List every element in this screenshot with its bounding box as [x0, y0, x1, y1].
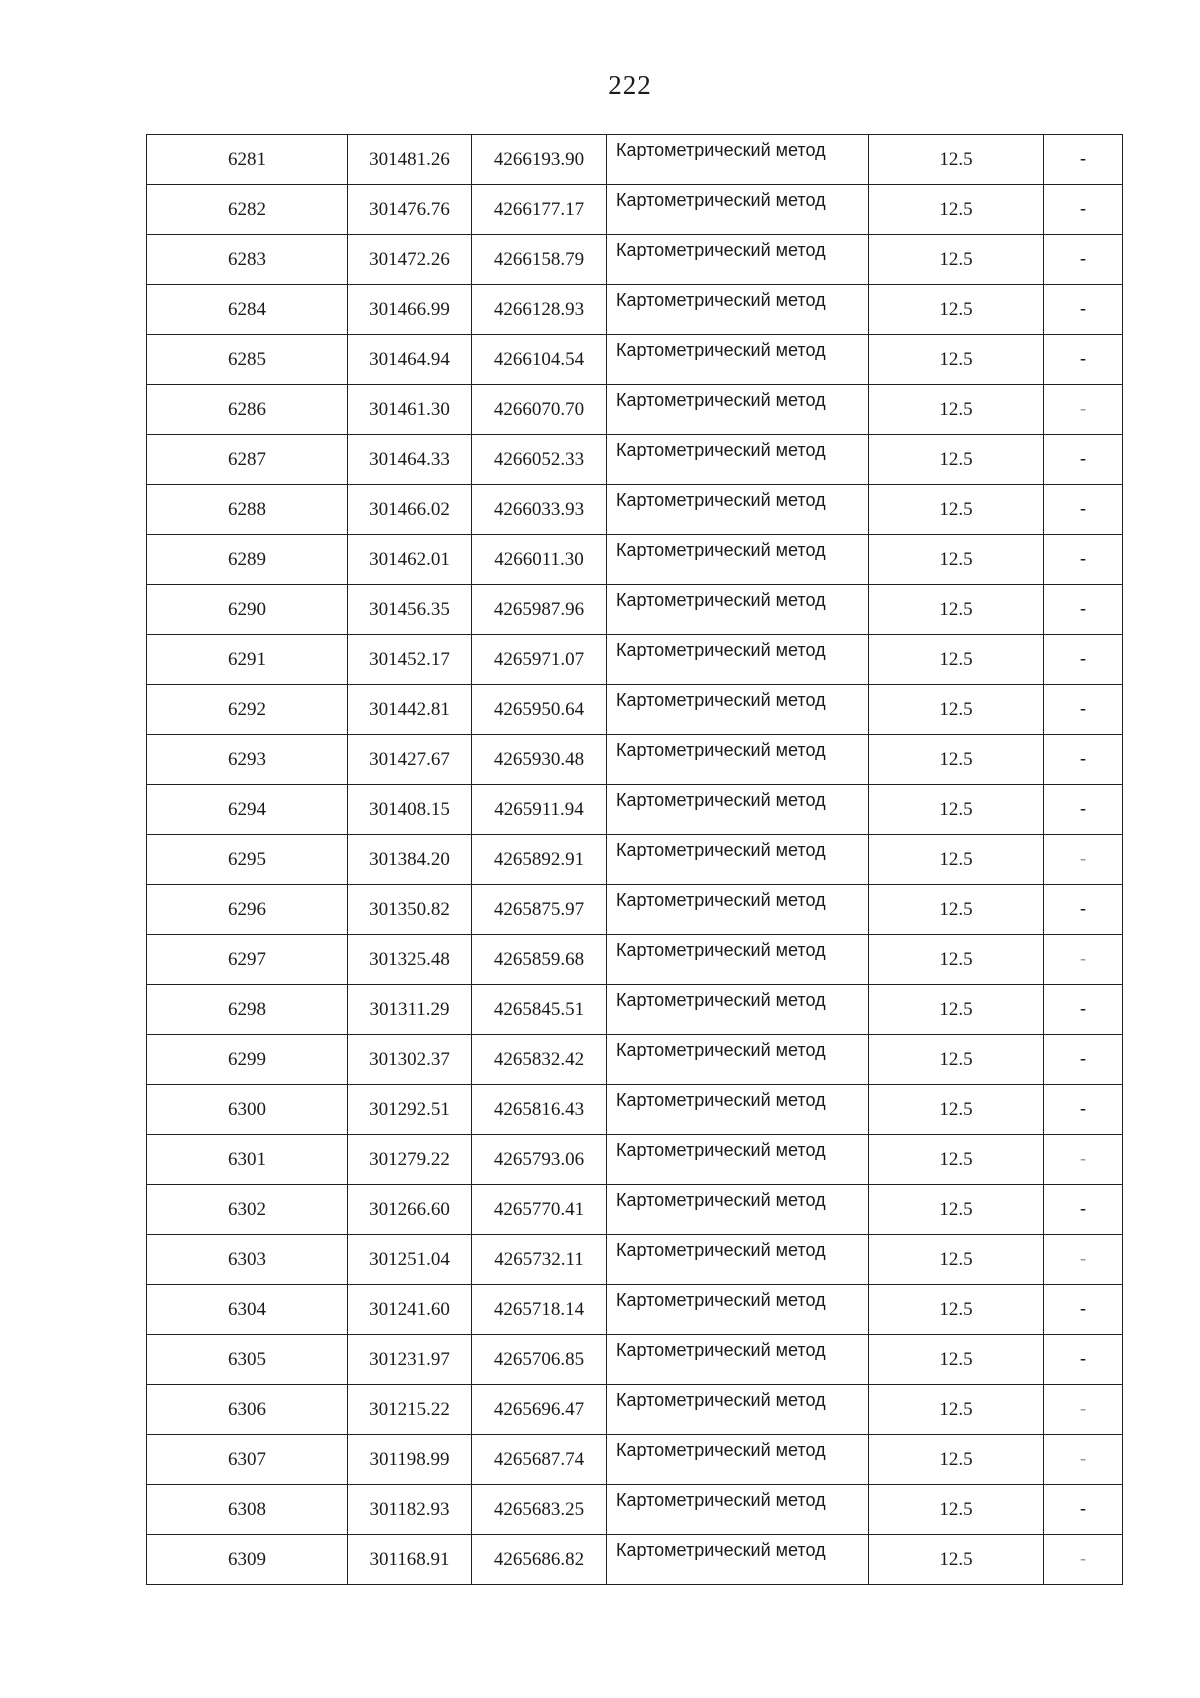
- note-cell: -: [1044, 585, 1123, 635]
- method-cell: Картометрический метод: [607, 835, 869, 885]
- table-row: [147, 685, 1123, 735]
- y-coordinate-cell: 4266104.54: [472, 335, 607, 385]
- y-coordinate-cell: 4265971.07: [472, 635, 607, 685]
- accuracy-cell: 12.5: [869, 735, 1044, 785]
- method-cell: Картометрический метод: [607, 1235, 869, 1285]
- note-cell: -: [1044, 1535, 1123, 1585]
- table-row: [147, 1135, 1123, 1185]
- x-coordinate-cell: 301350.82: [348, 885, 472, 935]
- y-coordinate-cell: 4265816.43: [472, 1085, 607, 1135]
- note-cell: -: [1044, 835, 1123, 885]
- y-coordinate-cell: 4266070.70: [472, 385, 607, 435]
- table-row: [147, 435, 1123, 485]
- x-coordinate-cell: 301476.76: [348, 185, 472, 235]
- x-coordinate-cell: 301266.60: [348, 1185, 472, 1235]
- table-row: [147, 1385, 1123, 1435]
- point-number-cell: 6290: [147, 585, 348, 635]
- accuracy-cell: 12.5: [869, 535, 1044, 585]
- x-coordinate-cell: 301279.22: [348, 1135, 472, 1185]
- note-cell: -: [1044, 785, 1123, 835]
- x-coordinate-cell: 301464.94: [348, 335, 472, 385]
- note-cell: -: [1044, 1285, 1123, 1335]
- method-cell: Картометрический метод: [607, 1285, 869, 1335]
- note-cell: -: [1044, 185, 1123, 235]
- accuracy-cell: 12.5: [869, 635, 1044, 685]
- note-cell: -: [1044, 985, 1123, 1035]
- method-cell: Картометрический метод: [607, 985, 869, 1035]
- method-cell: Картометрический метод: [607, 885, 869, 935]
- note-cell: -: [1044, 1035, 1123, 1085]
- x-coordinate-cell: 301231.97: [348, 1335, 472, 1385]
- x-coordinate-cell: 301466.02: [348, 485, 472, 535]
- y-coordinate-cell: 4266193.90: [472, 135, 607, 185]
- note-cell: -: [1044, 485, 1123, 535]
- point-number-cell: 6288: [147, 485, 348, 535]
- point-number-cell: 6299: [147, 1035, 348, 1085]
- accuracy-cell: 12.5: [869, 585, 1044, 635]
- note-cell: -: [1044, 1235, 1123, 1285]
- note-cell: -: [1044, 385, 1123, 435]
- accuracy-cell: 12.5: [869, 335, 1044, 385]
- y-coordinate-cell: 4266128.93: [472, 285, 607, 335]
- table-row: [147, 835, 1123, 885]
- method-cell: Картометрический метод: [607, 1135, 869, 1185]
- point-number-cell: 6292: [147, 685, 348, 735]
- y-coordinate-cell: 4265686.82: [472, 1535, 607, 1585]
- method-cell: Картометрический метод: [607, 1435, 869, 1485]
- table-row: [147, 235, 1123, 285]
- note-cell: -: [1044, 335, 1123, 385]
- point-number-cell: 6301: [147, 1135, 348, 1185]
- point-number-cell: 6294: [147, 785, 348, 835]
- x-coordinate-cell: 301456.35: [348, 585, 472, 635]
- table-row: [147, 1035, 1123, 1085]
- table-row: [147, 1535, 1123, 1585]
- y-coordinate-cell: 4265832.42: [472, 1035, 607, 1085]
- method-cell: Картометрический метод: [607, 335, 869, 385]
- method-cell: Картометрический метод: [607, 185, 869, 235]
- y-coordinate-cell: 4266177.17: [472, 185, 607, 235]
- x-coordinate-cell: 301462.01: [348, 535, 472, 585]
- point-number-cell: 6287: [147, 435, 348, 485]
- y-coordinate-cell: 4266158.79: [472, 235, 607, 285]
- point-number-cell: 6289: [147, 535, 348, 585]
- accuracy-cell: 12.5: [869, 1535, 1044, 1585]
- point-number-cell: 6286: [147, 385, 348, 435]
- note-cell: -: [1044, 1335, 1123, 1385]
- accuracy-cell: 12.5: [869, 1285, 1044, 1335]
- accuracy-cell: 12.5: [869, 235, 1044, 285]
- point-number-cell: 6298: [147, 985, 348, 1035]
- table-row: [147, 1235, 1123, 1285]
- point-number-cell: 6307: [147, 1435, 348, 1485]
- note-cell: -: [1044, 1135, 1123, 1185]
- coordinates-table: [146, 134, 1123, 1585]
- note-cell: -: [1044, 1435, 1123, 1485]
- table-row: [147, 385, 1123, 435]
- method-cell: Картометрический метод: [607, 785, 869, 835]
- point-number-cell: 6293: [147, 735, 348, 785]
- method-cell: Картометрический метод: [607, 735, 869, 785]
- method-cell: Картометрический метод: [607, 1485, 869, 1535]
- x-coordinate-cell: 301215.22: [348, 1385, 472, 1435]
- note-cell: -: [1044, 535, 1123, 585]
- x-coordinate-cell: 301241.60: [348, 1285, 472, 1335]
- method-cell: Картометрический метод: [607, 585, 869, 635]
- table-row: [147, 635, 1123, 685]
- accuracy-cell: 12.5: [869, 1235, 1044, 1285]
- y-coordinate-cell: 4265696.47: [472, 1385, 607, 1435]
- y-coordinate-cell: 4265930.48: [472, 735, 607, 785]
- accuracy-cell: 12.5: [869, 1485, 1044, 1535]
- accuracy-cell: 12.5: [869, 935, 1044, 985]
- table-row: [147, 1085, 1123, 1135]
- accuracy-cell: 12.5: [869, 885, 1044, 935]
- point-number-cell: 6296: [147, 885, 348, 935]
- table-row: [147, 1435, 1123, 1485]
- method-cell: Картометрический метод: [607, 1335, 869, 1385]
- y-coordinate-cell: 4265950.64: [472, 685, 607, 735]
- method-cell: Картометрический метод: [607, 535, 869, 585]
- accuracy-cell: 12.5: [869, 1185, 1044, 1235]
- note-cell: -: [1044, 135, 1123, 185]
- y-coordinate-cell: 4265706.85: [472, 1335, 607, 1385]
- point-number-cell: 6282: [147, 185, 348, 235]
- point-number-cell: 6284: [147, 285, 348, 335]
- method-cell: Картометрический метод: [607, 135, 869, 185]
- x-coordinate-cell: 301302.37: [348, 1035, 472, 1085]
- point-number-cell: 6304: [147, 1285, 348, 1335]
- note-cell: -: [1044, 285, 1123, 335]
- x-coordinate-cell: 301464.33: [348, 435, 472, 485]
- y-coordinate-cell: 4266052.33: [472, 435, 607, 485]
- method-cell: Картометрический метод: [607, 1035, 869, 1085]
- note-cell: -: [1044, 735, 1123, 785]
- x-coordinate-cell: 301168.91: [348, 1535, 472, 1585]
- accuracy-cell: 12.5: [869, 135, 1044, 185]
- accuracy-cell: 12.5: [869, 285, 1044, 335]
- accuracy-cell: 12.5: [869, 435, 1044, 485]
- table-row: [147, 1335, 1123, 1385]
- note-cell: -: [1044, 1085, 1123, 1135]
- method-cell: Картометрический метод: [607, 1535, 869, 1585]
- y-coordinate-cell: 4266011.30: [472, 535, 607, 585]
- point-number-cell: 6303: [147, 1235, 348, 1285]
- x-coordinate-cell: 301198.99: [348, 1435, 472, 1485]
- method-cell: Картометрический метод: [607, 485, 869, 535]
- y-coordinate-cell: 4265793.06: [472, 1135, 607, 1185]
- method-cell: Картометрический метод: [607, 285, 869, 335]
- x-coordinate-cell: 301251.04: [348, 1235, 472, 1285]
- point-number-cell: 6308: [147, 1485, 348, 1535]
- x-coordinate-cell: 301384.20: [348, 835, 472, 885]
- accuracy-cell: 12.5: [869, 785, 1044, 835]
- y-coordinate-cell: 4266033.93: [472, 485, 607, 535]
- table-row: [147, 485, 1123, 535]
- y-coordinate-cell: 4265770.41: [472, 1185, 607, 1235]
- accuracy-cell: 12.5: [869, 1335, 1044, 1385]
- table-row: [147, 785, 1123, 835]
- note-cell: -: [1044, 935, 1123, 985]
- note-cell: -: [1044, 1185, 1123, 1235]
- y-coordinate-cell: 4265859.68: [472, 935, 607, 985]
- table-row: [147, 985, 1123, 1035]
- x-coordinate-cell: 301427.67: [348, 735, 472, 785]
- point-number-cell: 6295: [147, 835, 348, 885]
- note-cell: -: [1044, 435, 1123, 485]
- table-row: [147, 335, 1123, 385]
- y-coordinate-cell: 4265718.14: [472, 1285, 607, 1335]
- note-cell: -: [1044, 885, 1123, 935]
- y-coordinate-cell: 4265911.94: [472, 785, 607, 835]
- accuracy-cell: 12.5: [869, 1435, 1044, 1485]
- x-coordinate-cell: 301311.29: [348, 985, 472, 1035]
- x-coordinate-cell: 301325.48: [348, 935, 472, 985]
- note-cell: -: [1044, 685, 1123, 735]
- point-number-cell: 6297: [147, 935, 348, 985]
- accuracy-cell: 12.5: [869, 835, 1044, 885]
- x-coordinate-cell: 301292.51: [348, 1085, 472, 1135]
- x-coordinate-cell: 301182.93: [348, 1485, 472, 1535]
- x-coordinate-cell: 301408.15: [348, 785, 472, 835]
- x-coordinate-cell: 301466.99: [348, 285, 472, 335]
- table-row: [147, 735, 1123, 785]
- method-cell: Картометрический метод: [607, 1085, 869, 1135]
- y-coordinate-cell: 4265892.91: [472, 835, 607, 885]
- point-number-cell: 6281: [147, 135, 348, 185]
- method-cell: Картометрический метод: [607, 635, 869, 685]
- y-coordinate-cell: 4265732.11: [472, 1235, 607, 1285]
- table-row: [147, 1185, 1123, 1235]
- table-row: [147, 885, 1123, 935]
- point-number-cell: 6285: [147, 335, 348, 385]
- x-coordinate-cell: 301481.26: [348, 135, 472, 185]
- accuracy-cell: 12.5: [869, 685, 1044, 735]
- x-coordinate-cell: 301472.26: [348, 235, 472, 285]
- note-cell: -: [1044, 1385, 1123, 1435]
- point-number-cell: 6291: [147, 635, 348, 685]
- accuracy-cell: 12.5: [869, 1135, 1044, 1185]
- y-coordinate-cell: 4265987.96: [472, 585, 607, 635]
- method-cell: Картометрический метод: [607, 685, 869, 735]
- x-coordinate-cell: 301452.17: [348, 635, 472, 685]
- y-coordinate-cell: 4265687.74: [472, 1435, 607, 1485]
- x-coordinate-cell: 301461.30: [348, 385, 472, 435]
- note-cell: -: [1044, 635, 1123, 685]
- table-row: [147, 1285, 1123, 1335]
- method-cell: Картометрический метод: [607, 435, 869, 485]
- coordinates-table-body: [147, 135, 1123, 1585]
- accuracy-cell: 12.5: [869, 385, 1044, 435]
- method-cell: Картометрический метод: [607, 385, 869, 435]
- table-row: [147, 1485, 1123, 1535]
- page-number: 222: [608, 70, 652, 100]
- y-coordinate-cell: 4265845.51: [472, 985, 607, 1035]
- accuracy-cell: 12.5: [869, 1085, 1044, 1135]
- y-coordinate-cell: 4265875.97: [472, 885, 607, 935]
- accuracy-cell: 12.5: [869, 485, 1044, 535]
- accuracy-cell: 12.5: [869, 985, 1044, 1035]
- point-number-cell: 6306: [147, 1385, 348, 1435]
- point-number-cell: 6300: [147, 1085, 348, 1135]
- accuracy-cell: 12.5: [869, 1035, 1044, 1085]
- point-number-cell: 6302: [147, 1185, 348, 1235]
- table-row: [147, 535, 1123, 585]
- table-row: [147, 585, 1123, 635]
- method-cell: Картометрический метод: [607, 1385, 869, 1435]
- table-row: [147, 135, 1123, 185]
- accuracy-cell: 12.5: [869, 185, 1044, 235]
- method-cell: Картометрический метод: [607, 935, 869, 985]
- point-number-cell: 6283: [147, 235, 348, 285]
- table-row: [147, 185, 1123, 235]
- note-cell: -: [1044, 1485, 1123, 1535]
- x-coordinate-cell: 301442.81: [348, 685, 472, 735]
- method-cell: Картометрический метод: [607, 235, 869, 285]
- method-cell: Картометрический метод: [607, 1185, 869, 1235]
- table-row: [147, 935, 1123, 985]
- point-number-cell: 6309: [147, 1535, 348, 1585]
- accuracy-cell: 12.5: [869, 1385, 1044, 1435]
- y-coordinate-cell: 4265683.25: [472, 1485, 607, 1535]
- point-number-cell: 6305: [147, 1335, 348, 1385]
- table-row: [147, 285, 1123, 335]
- note-cell: -: [1044, 235, 1123, 285]
